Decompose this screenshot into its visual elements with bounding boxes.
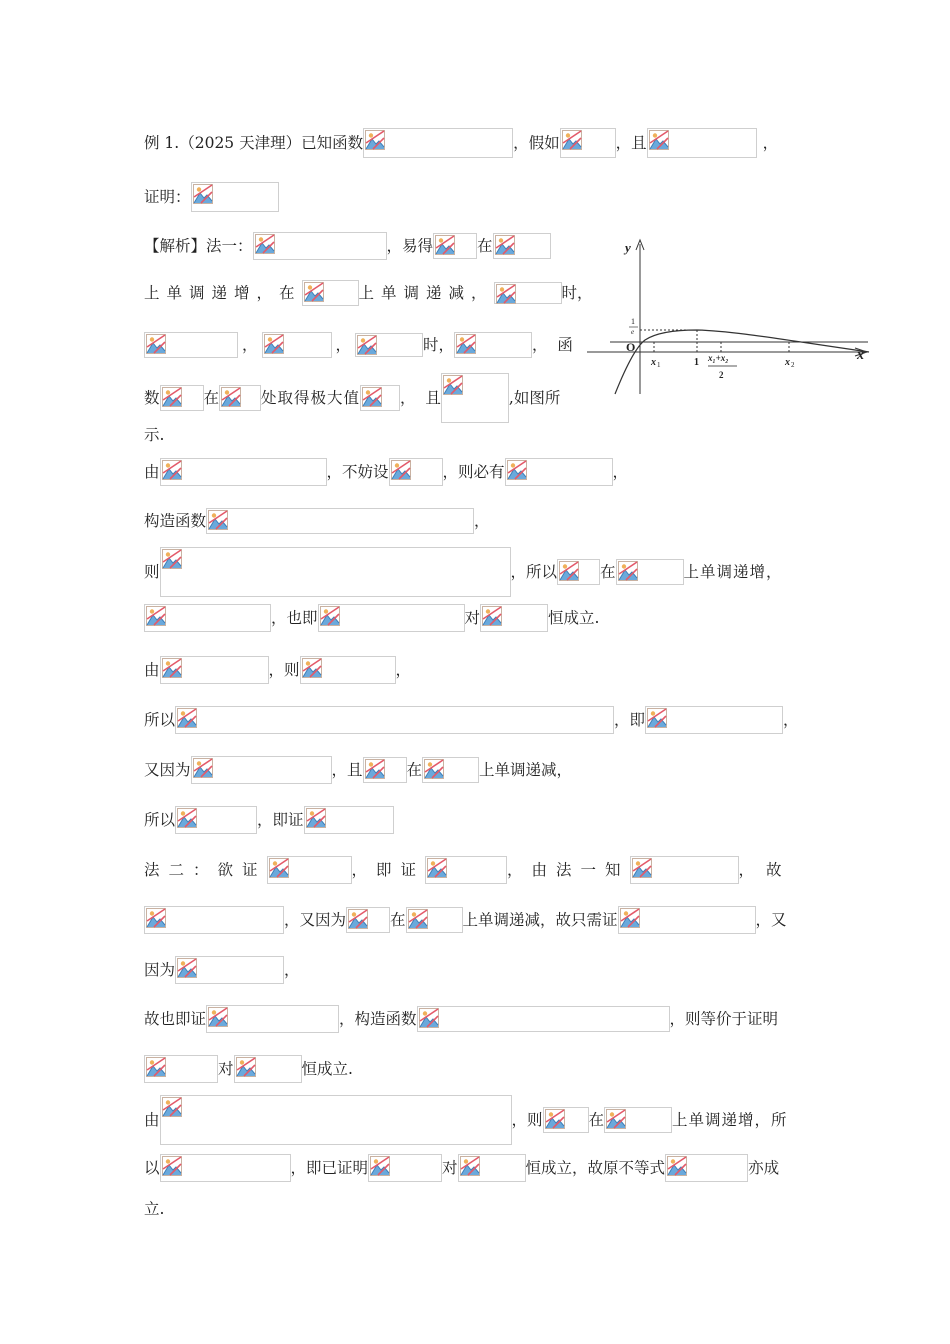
text: ，不妨设 — [326, 463, 389, 481]
text: ，易得 — [386, 237, 434, 255]
broken-image-icon — [391, 460, 411, 480]
text: 上单调递增，在 — [144, 284, 302, 302]
text: 法二：欲证 — [144, 861, 267, 879]
text: 在 — [203, 389, 220, 407]
formula-image — [302, 280, 359, 306]
broken-image-icon — [365, 130, 385, 150]
formula-image — [665, 1154, 748, 1182]
text: ， — [335, 336, 352, 354]
midpoint-denominator: 2 — [719, 370, 724, 380]
formula-image — [647, 128, 757, 158]
formula-image — [144, 906, 284, 934]
formula-image — [458, 1154, 526, 1182]
one-over-e-den: e — [631, 328, 635, 336]
text: ， 且 — [400, 389, 441, 407]
line-10 — [144, 547, 783, 597]
broken-image-icon — [620, 908, 640, 928]
broken-image-icon — [365, 759, 385, 779]
formula-image — [389, 458, 443, 486]
formula-image — [253, 232, 387, 260]
formula-image — [454, 332, 532, 358]
broken-image-icon — [162, 460, 182, 480]
line-18 — [144, 956, 300, 984]
formula-image — [300, 656, 396, 684]
broken-image-icon — [460, 1156, 480, 1176]
text: ，故 — [738, 861, 794, 879]
y-axis-label: y — [625, 240, 631, 255]
formula-image — [160, 1095, 512, 1145]
broken-image-icon — [348, 909, 368, 929]
broken-image-icon — [208, 510, 228, 530]
broken-image-icon — [162, 658, 182, 678]
formula-image — [368, 1154, 442, 1182]
line-6 — [144, 373, 560, 423]
text: 所以 — [144, 711, 176, 729]
text: ， — [783, 711, 799, 729]
line-8 — [144, 458, 628, 486]
function-graph — [585, 236, 875, 396]
broken-image-icon — [362, 387, 382, 407]
formula-image — [219, 385, 261, 411]
formula-image — [262, 332, 332, 358]
formula-image — [604, 1107, 672, 1133]
text: ,如图所 — [508, 389, 561, 407]
text: ，即证 — [351, 861, 426, 879]
line-16 — [144, 856, 794, 884]
broken-image-icon — [562, 130, 582, 150]
text: 恒成立. — [548, 609, 600, 627]
formula-image — [175, 806, 257, 834]
line-22 — [144, 1154, 779, 1182]
x-axis-label: x — [857, 348, 864, 363]
text: ， — [612, 463, 629, 481]
formula-image — [191, 756, 332, 784]
midpoint-numerator: x₁+x₂ — [708, 353, 729, 363]
broken-image-icon — [255, 234, 275, 254]
text: ，构造函数 — [339, 1010, 417, 1028]
formula-image — [175, 706, 614, 734]
formula-image — [406, 907, 463, 933]
text: ，即证 — [257, 811, 304, 829]
text: 以 — [144, 1159, 160, 1177]
text: 在 — [477, 237, 493, 255]
broken-image-icon — [419, 1008, 439, 1028]
text: ，则等价于证明 — [669, 1010, 779, 1028]
formula-image — [494, 282, 562, 304]
text: 数 — [144, 389, 160, 407]
formula-image — [560, 128, 616, 158]
text: ，且 — [615, 134, 647, 152]
text: 立. — [144, 1200, 165, 1218]
broken-image-icon — [264, 334, 284, 354]
formula-image — [493, 233, 551, 259]
line-2 — [144, 182, 279, 212]
broken-image-icon — [443, 375, 463, 395]
text: 例 1.（2025 天津理）已知函数 — [144, 134, 364, 152]
formula-image — [144, 604, 271, 632]
formula-image — [160, 656, 269, 684]
broken-image-icon — [482, 606, 502, 626]
formula-image — [360, 385, 400, 411]
formula-image — [645, 706, 783, 734]
x1-subscript: 1 — [657, 361, 661, 369]
text: 亦成 — [748, 1159, 780, 1177]
line-15 — [144, 806, 394, 834]
broken-image-icon — [221, 387, 241, 407]
text: 故也即证 — [144, 1010, 207, 1028]
text: ，由法一知 — [507, 861, 630, 879]
broken-image-icon — [177, 708, 197, 728]
text: ，即已证明 — [290, 1159, 369, 1177]
text: 上单调递增，所 — [672, 1111, 788, 1129]
broken-image-icon — [146, 334, 166, 354]
text: ， — [762, 134, 779, 152]
formula-image — [160, 547, 511, 597]
formula-image — [618, 906, 756, 934]
line-23 — [144, 1198, 164, 1219]
text: 恒成立. — [301, 1060, 353, 1078]
line-3 — [144, 232, 551, 260]
text: ，所以 — [510, 563, 558, 581]
formula-image — [267, 856, 352, 884]
formula-image — [346, 907, 390, 933]
text: 对 — [464, 609, 481, 627]
broken-image-icon — [495, 235, 515, 255]
one-label: 1 — [694, 357, 699, 368]
broken-image-icon — [427, 858, 447, 878]
text: 处取得极大值 — [261, 389, 361, 407]
line-11 — [144, 604, 599, 632]
text: 在 — [390, 911, 406, 929]
formula-image — [304, 806, 394, 834]
text: 因为 — [144, 961, 176, 979]
text: 构造函数 — [144, 512, 207, 530]
broken-image-icon — [456, 334, 476, 354]
broken-image-icon — [424, 759, 444, 779]
line-5 — [144, 332, 573, 358]
broken-image-icon — [496, 284, 516, 304]
line-13 — [144, 706, 799, 734]
broken-image-icon — [545, 1109, 565, 1129]
line-19 — [144, 1005, 778, 1033]
text: ， — [395, 661, 412, 679]
formula-image — [480, 604, 548, 632]
formula-image — [417, 1006, 670, 1032]
broken-image-icon — [146, 606, 166, 626]
text: 由 — [144, 1111, 160, 1129]
formula-image — [144, 332, 238, 358]
x2-subscript: 2 — [791, 361, 795, 369]
broken-image-icon — [162, 1156, 182, 1176]
text: 示. — [144, 426, 165, 444]
broken-image-icon — [236, 1057, 256, 1077]
text: ， — [242, 336, 258, 354]
broken-image-icon — [177, 808, 197, 828]
broken-image-icon — [649, 130, 669, 150]
text: ， 函 — [532, 336, 573, 354]
text: 在 — [600, 563, 616, 581]
broken-image-icon — [162, 1097, 182, 1117]
broken-image-icon — [177, 958, 197, 978]
formula-image — [160, 458, 327, 486]
text: 由 — [144, 463, 160, 481]
text: ，则 — [511, 1111, 543, 1129]
text: ， — [284, 961, 300, 979]
formula-image — [557, 559, 600, 585]
origin-label: O — [626, 340, 636, 354]
formula-image — [234, 1055, 302, 1083]
formula-image — [422, 757, 479, 783]
text: 所以 — [144, 811, 176, 829]
formula-image — [433, 233, 477, 259]
text: ，又 — [755, 911, 787, 929]
text: 时， — [423, 336, 455, 354]
broken-image-icon — [162, 549, 182, 569]
line-9 — [144, 508, 490, 534]
broken-image-icon — [304, 282, 324, 302]
text: 证明： — [144, 188, 191, 206]
broken-image-icon — [408, 909, 428, 929]
broken-image-icon — [146, 1057, 166, 1077]
formula-image — [616, 559, 684, 585]
line-1 — [144, 128, 778, 158]
broken-image-icon — [606, 1109, 626, 1129]
text: 上单调递减， — [358, 284, 494, 302]
broken-image-icon — [306, 808, 326, 828]
x2-label: x — [785, 357, 790, 368]
text: 对 — [442, 1159, 458, 1177]
text: 由 — [144, 661, 160, 679]
formula-image — [355, 333, 423, 357]
text: 对 — [218, 1060, 234, 1078]
formula-image — [363, 128, 513, 158]
formula-image — [505, 458, 613, 486]
text: 在 — [588, 1111, 605, 1129]
broken-image-icon — [269, 858, 289, 878]
broken-image-icon — [435, 235, 455, 255]
text: ，即 — [614, 711, 646, 729]
broken-image-icon — [357, 335, 377, 355]
line-17 — [144, 906, 787, 934]
text: ， — [474, 512, 490, 530]
line-14 — [144, 756, 572, 784]
broken-image-icon — [507, 460, 527, 480]
formula-image — [543, 1107, 589, 1133]
text: 上单调递增， — [683, 563, 783, 581]
text: 上单调递减，故只需证 — [462, 911, 618, 929]
broken-image-icon — [632, 858, 652, 878]
x1-label: x — [651, 357, 656, 368]
formula-image — [175, 956, 284, 984]
text: 时， — [561, 284, 593, 302]
formula-image — [441, 373, 509, 423]
broken-image-icon — [647, 708, 667, 728]
formula-image — [160, 1154, 291, 1182]
line-12 — [144, 656, 411, 684]
broken-image-icon — [370, 1156, 390, 1176]
line-21 — [144, 1095, 788, 1145]
text: ，则必有 — [442, 463, 505, 481]
formula-image — [206, 508, 474, 534]
broken-image-icon — [162, 387, 182, 407]
text: ，也即 — [271, 609, 318, 627]
broken-image-icon — [302, 658, 322, 678]
text: ，又因为 — [284, 911, 347, 929]
text: ，且 — [331, 761, 363, 779]
text: ，假如 — [513, 134, 560, 152]
text: 又因为 — [144, 761, 191, 779]
formula-image — [425, 856, 507, 884]
broken-image-icon — [320, 606, 340, 626]
broken-image-icon — [208, 1007, 228, 1027]
broken-image-icon — [667, 1156, 687, 1176]
formula-image — [318, 604, 465, 632]
broken-image-icon — [146, 908, 166, 928]
line-20 — [144, 1055, 353, 1083]
formula-image — [144, 1055, 218, 1083]
text: 上单调递减， — [479, 761, 573, 779]
formula-image — [206, 1005, 339, 1033]
line-7 — [144, 424, 164, 445]
text: 则 — [144, 563, 160, 581]
text: 恒成立，故原不等式 — [525, 1159, 666, 1177]
broken-image-icon — [559, 561, 579, 581]
broken-image-icon — [193, 758, 213, 778]
formula-image — [191, 182, 279, 212]
broken-image-icon — [618, 561, 638, 581]
formula-image — [630, 856, 739, 884]
formula-image — [363, 757, 407, 783]
one-over-e-num: 1 — [631, 317, 635, 326]
text: 在 — [406, 761, 423, 779]
text: ，则 — [268, 661, 300, 679]
line-4 — [144, 280, 593, 306]
text: 【解析】法一： — [144, 237, 253, 255]
formula-image — [160, 385, 204, 411]
broken-image-icon — [193, 184, 213, 204]
